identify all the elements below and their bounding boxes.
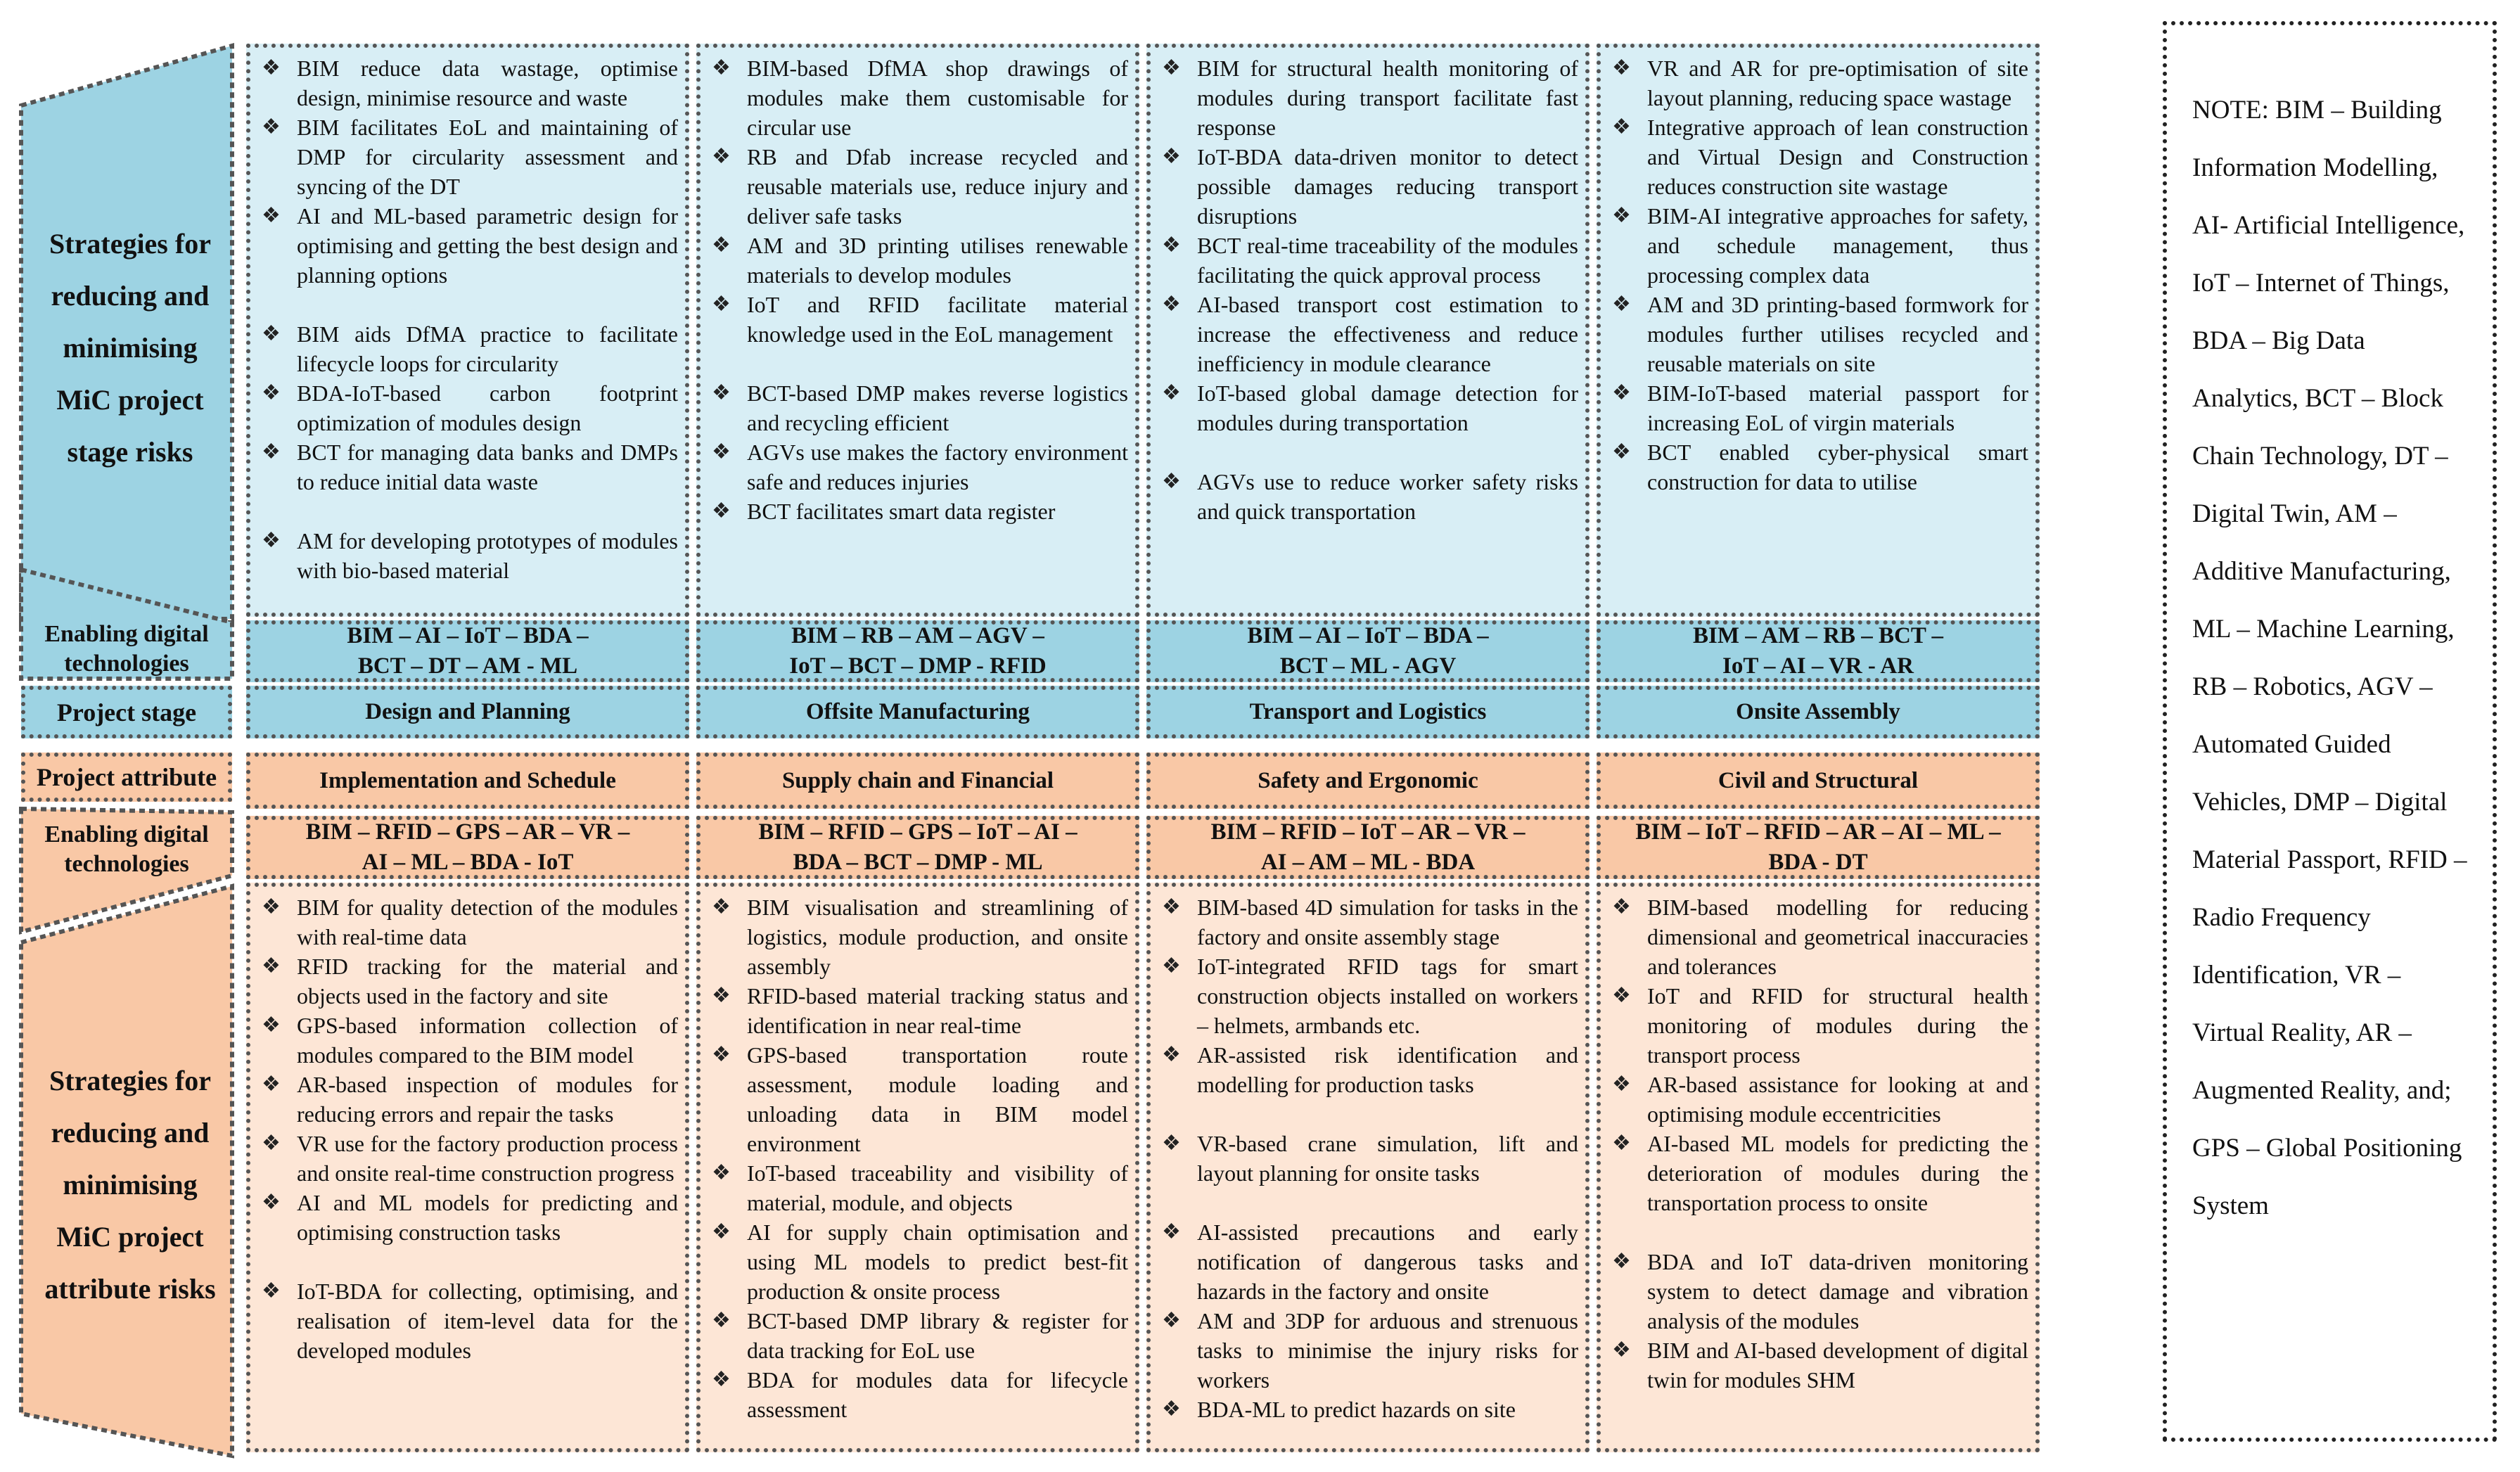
attribute-technologies-cell: [1146, 816, 1590, 879]
list-item-text: RFID-based material tracking status and identification in near real-time: [747, 983, 1128, 1038]
attribute-strategies-list: [259, 892, 678, 1365]
list-item-text: AR-assisted risk identification and modelling for production tasks: [1197, 1042, 1578, 1097]
diamond-bullet-icon: ❖: [1612, 1250, 1631, 1273]
list-item: [1609, 290, 2028, 378]
list-item: [709, 1217, 1128, 1306]
diamond-bullet-icon: ❖: [262, 56, 281, 79]
list-item-text: IoT and RFID for structural health monitoring of modules during the transport process: [1647, 983, 2028, 1068]
diamond-bullet-icon: ❖: [1162, 293, 1181, 316]
list-item: [1609, 892, 2028, 981]
project-attribute-label: Project attribute: [21, 753, 232, 802]
stage-strategies-list: [1609, 53, 2028, 497]
list-item: [1609, 1247, 2028, 1336]
technologies-line: BIM – AI – IoT – BDA –: [347, 623, 589, 648]
attribute-name-cell: Civil and Structural: [1597, 753, 2040, 809]
list-item: [1159, 952, 1578, 1040]
list-item: [259, 952, 678, 1011]
list-item: [259, 113, 678, 201]
list-item-text: Integrative approach of lean construction and Virtual Design and Construction reduces construction site wastage: [1647, 115, 2028, 199]
list-item-text: AI and ML-based parametric design for optimising and getting the best design and planning options: [297, 203, 678, 288]
list-item: [709, 231, 1128, 290]
list-item-text: BCT real-time traceability of the modules facilitating the quick approval process: [1197, 233, 1578, 288]
list-item-text: AM and 3DP for arduous and strenuous tasks to minimise the injury risks for workers: [1197, 1308, 1578, 1393]
list-item: [1159, 467, 1578, 526]
stage-enabling-label-line: technologies: [64, 650, 189, 677]
stage-strategies-cell: [696, 44, 1139, 617]
diamond-bullet-icon: ❖: [712, 145, 731, 168]
diamond-bullet-icon: ❖: [1612, 115, 1631, 139]
list-item-text: AI for supply chain optimisation and using ML models to predict best-fit production & onsite process: [747, 1220, 1128, 1304]
attribute-technologies-cell: [1597, 816, 2040, 879]
diamond-bullet-icon: ❖: [1162, 954, 1181, 978]
list-item-text: BIM-IoT-based material passport for increasing EoL of virgin materials: [1647, 380, 2028, 435]
list-item: [1609, 378, 2028, 437]
attribute-strategies-cell: [696, 883, 1139, 1452]
list-item-text: IoT and RFID facilitate material knowledge used in the EoL management: [747, 292, 1128, 347]
list-item: [1159, 892, 1578, 952]
technologies-line: BIM – AM – RB – BCT –: [1692, 623, 1943, 648]
list-item-text: BIM-based 4D simulation for tasks in the factory and onsite assembly stage: [1197, 895, 1578, 949]
list-item: [709, 981, 1128, 1040]
diamond-bullet-icon: ❖: [712, 499, 731, 523]
list-item-text: IoT-BDA data-driven monitor to detect possible damages reducing transport disruptions: [1197, 144, 1578, 229]
list-item: [259, 1276, 678, 1365]
list-item-text: VR-based crane simulation, lift and layout planning for onsite tasks: [1197, 1131, 1578, 1186]
list-item-text: BCT-based DMP library & register for data tracking for EoL use: [747, 1308, 1128, 1363]
stage-strategies-cell: [246, 44, 689, 617]
list-item-text: BIM aids DfMA practice to facilitate lifecycle loops for circularity: [297, 321, 678, 376]
diamond-bullet-icon: ❖: [262, 1073, 281, 1096]
list-item: [1609, 201, 2028, 290]
stage-strategies-list: [259, 53, 678, 585]
list-item: [259, 526, 678, 585]
abbreviation-note-text: NOTE: BIM – Building Information Modelling, AI- Artificial Intelligence, IoT – Internet of Things, BDA – Big Data Analytics, BCT – Block Chain Technology, DT – Digital Twin, AM – Additive Manufacturing, ML – Machine Learning, RB – Robotics, AGV – Automated Guided Vehicles, DMP – Digital Material Passport, RFID – Radio Frequency Identification, VR – Virtual Reality, AR – Augmented Reality, and; GPS – Global Positioning System: [2192, 96, 2467, 1220]
attribute-strategies-list: [709, 892, 1128, 1424]
diamond-bullet-icon: ❖: [712, 1161, 731, 1184]
list-item: [1159, 1395, 1578, 1424]
list-item-text: BIM facilitates EoL and maintaining of DMP for circularity assessment and syncing of the DT: [297, 115, 678, 199]
list-item: [1609, 437, 2028, 497]
list-item-text: GPS-based information collection of modules compared to the BIM model: [297, 1013, 678, 1068]
attribute-enabling-label-line: Enabling digital: [44, 821, 209, 847]
list-item: [1609, 1129, 2028, 1217]
list-item-text: BIM-based DfMA shop drawings of modules make them customisable for circular use: [747, 56, 1128, 140]
list-item-text: IoT-integrated RFID tags for smart construction objects installed on workers – helmets, armbands etc.: [1197, 954, 1578, 1038]
technologies-line: BIM – RFID – IoT – AR – VR –: [1210, 819, 1526, 845]
stage-enabling-label: [21, 619, 232, 679]
list-item-text: BIM for quality detection of the modules with real-time data: [297, 895, 678, 949]
stage-strategies-label-line: minimising: [63, 332, 198, 364]
list-item: [259, 437, 678, 497]
diamond-bullet-icon: ❖: [1612, 1338, 1631, 1362]
attribute-strategies-label: [28, 1055, 232, 1315]
list-item-text: IoT-based global damage detection for modules during transportation: [1197, 380, 1578, 435]
technologies-line: BIM – IoT – RFID – AR – AI – ML –: [1635, 819, 2001, 845]
diamond-bullet-icon: ❖: [1612, 440, 1631, 463]
project-stage-label: Project stage: [21, 686, 232, 738]
stage-strategies-label: [28, 218, 232, 478]
list-item-text: IoT-based traceability and visibility of material, module, and objects: [747, 1160, 1128, 1215]
list-item: [259, 1011, 678, 1070]
list-item-text: BIM for structural health monitoring of modules during transport facilitate fast response: [1197, 56, 1578, 140]
abbreviation-note: [2163, 21, 2497, 1442]
technologies-line: IoT – BCT – DMP - RFID: [789, 653, 1047, 679]
list-item-text: BIM and AI-based development of digital twin for modules SHM: [1647, 1338, 2028, 1393]
list-item-text: AI-assisted precautions and early notification of dangerous tasks and hazards in the factory and onsite: [1197, 1220, 1578, 1304]
diamond-bullet-icon: ❖: [712, 984, 731, 1007]
diamond-bullet-icon: ❖: [712, 381, 731, 404]
stage-technologies-cell: [246, 620, 689, 682]
attribute-strategies-label-line: attribute risks: [44, 1273, 216, 1305]
list-item: [709, 53, 1128, 142]
list-item-text: RFID tracking for the material and objects used in the factory and site: [297, 954, 678, 1009]
list-item: [1609, 113, 2028, 201]
diamond-bullet-icon: ❖: [712, 293, 731, 316]
list-item-text: AI-based transport cost estimation to increase the effectiveness and reduce inefficiency in module clearance: [1197, 292, 1578, 376]
technologies-line: BIM – AI – IoT – BDA –: [1247, 623, 1489, 648]
list-item-text: AR-based assistance for looking at and optimising module eccentricities: [1647, 1072, 2028, 1127]
list-item-text: BCT enabled cyber-physical smart construction for data to utilise: [1647, 440, 2028, 494]
technologies-line: BIM – RFID – GPS – AR – VR –: [305, 819, 630, 845]
stage-name-cell: Design and Planning: [246, 686, 689, 738]
list-item-text: BCT for managing data banks and DMPs to reduce initial data waste: [297, 440, 678, 494]
attribute-strategies-list: [1159, 892, 1578, 1424]
list-item: [1609, 981, 2028, 1070]
diamond-bullet-icon: ❖: [262, 954, 281, 978]
diamond-bullet-icon: ❖: [262, 895, 281, 919]
diamond-bullet-icon: ❖: [262, 1191, 281, 1214]
list-item: [1159, 1129, 1578, 1188]
diamond-bullet-icon: ❖: [1612, 293, 1631, 316]
list-item: [259, 1129, 678, 1188]
list-item: [709, 378, 1128, 437]
attribute-enabling-label: [21, 816, 232, 883]
list-item-text: BDA and IoT data-driven monitoring system to detect damage and vibration analysis of the modules: [1647, 1249, 2028, 1333]
stage-name-cell: Offsite Manufacturing: [696, 686, 1139, 738]
diamond-bullet-icon: ❖: [712, 1309, 731, 1332]
diamond-bullet-icon: ❖: [262, 322, 281, 345]
diamond-bullet-icon: ❖: [712, 233, 731, 257]
list-item-text: BDA for modules data for lifecycle assessment: [747, 1367, 1128, 1422]
diamond-bullet-icon: ❖: [712, 56, 731, 79]
diamond-bullet-icon: ❖: [1162, 1043, 1181, 1066]
list-item: [709, 1365, 1128, 1424]
list-item: [259, 319, 678, 378]
list-item: [709, 497, 1128, 526]
diamond-bullet-icon: ❖: [1612, 1073, 1631, 1096]
list-item: [709, 892, 1128, 981]
list-item: [1159, 378, 1578, 437]
list-item-text: RB and Dfab increase recycled and reusable materials use, reduce injury and deliver safe tasks: [747, 144, 1128, 229]
stage-enabling-label-line: Enabling digital: [44, 620, 209, 647]
attribute-strategies-cell: [1146, 883, 1590, 1452]
list-item: [1609, 53, 2028, 113]
attribute-strategies-list: [1609, 892, 2028, 1395]
diamond-bullet-icon: ❖: [1162, 145, 1181, 168]
list-item: [1159, 231, 1578, 290]
list-item-text: BIM-AI integrative approaches for safety, and schedule management, thus processing complex data: [1647, 203, 2028, 288]
diamond-bullet-icon: ❖: [262, 115, 281, 139]
stage-name-cell: Onsite Assembly: [1597, 686, 2040, 738]
list-item: [1609, 1336, 2028, 1395]
attribute-strategies-cell: [1597, 883, 2040, 1452]
list-item-text: BIM visualisation and streamlining of logistics, module production, and onsite assembly: [747, 895, 1128, 979]
diamond-bullet-icon: ❖: [1162, 1220, 1181, 1243]
diamond-bullet-icon: ❖: [1162, 1132, 1181, 1155]
list-item: [259, 378, 678, 437]
list-item: [709, 437, 1128, 497]
attribute-enabling-label-line: technologies: [64, 850, 189, 877]
list-item: [259, 1070, 678, 1129]
technologies-line: BIM – RFID – GPS – IoT – AI –: [758, 819, 1077, 845]
diamond-bullet-icon: ❖: [262, 440, 281, 463]
diamond-bullet-icon: ❖: [712, 440, 731, 463]
list-item-text: AGVs use makes the factory environment safe and reduces injuries: [747, 440, 1128, 494]
attribute-strategies-label-line: reducing and: [51, 1117, 210, 1148]
diamond-bullet-icon: ❖: [262, 1279, 281, 1303]
attribute-strategies-label-line: MiC project: [56, 1221, 204, 1253]
diamond-bullet-icon: ❖: [1612, 1132, 1631, 1155]
technologies-line: BCT – ML - AGV: [1279, 653, 1457, 679]
list-item-text: BIM-based modelling for reducing dimensional and geometrical inaccuracies and tolerances: [1647, 895, 2028, 979]
list-item: [709, 290, 1128, 349]
list-item-text: VR use for the factory production process and onsite real-time construction progress: [297, 1131, 678, 1186]
list-item-text: VR and AR for pre-optimisation of site layout planning, reducing space wastage: [1647, 56, 2028, 110]
diamond-bullet-icon: ❖: [1612, 204, 1631, 227]
list-item: [709, 142, 1128, 231]
list-item: [709, 1040, 1128, 1158]
technologies-line: IoT – AI – VR - AR: [1722, 653, 1914, 679]
stage-strategies-cell: [1146, 44, 1590, 617]
list-item-text: BDA-ML to predict hazards on site: [1197, 1397, 1516, 1422]
list-item-text: BCT-based DMP makes reverse logistics and recycling efficient: [747, 380, 1128, 435]
attribute-technologies-cell: [246, 816, 689, 879]
technologies-line: BDA – BCT – DMP - ML: [793, 850, 1043, 875]
list-item-text: BDA-IoT-based carbon footprint optimization of modules design: [297, 380, 678, 435]
stage-strategies-list: [1159, 53, 1578, 526]
list-item: [1159, 1306, 1578, 1395]
list-item-text: AR-based inspection of modules for reducing errors and repair the tasks: [297, 1072, 678, 1127]
diamond-bullet-icon: ❖: [712, 1368, 731, 1391]
diamond-bullet-icon: ❖: [1162, 1397, 1181, 1421]
list-item: [259, 892, 678, 952]
stage-strategies-label-line: Strategies for: [49, 228, 211, 260]
stage-strategies-label-line: stage risks: [67, 436, 193, 468]
list-item-text: GPS-based transportation route assessment, module loading and unloading data in BIM model environment: [747, 1042, 1128, 1156]
list-item: [1159, 142, 1578, 231]
diamond-bullet-icon: ❖: [712, 895, 731, 919]
attribute-name-cell: Supply chain and Financial: [696, 753, 1139, 809]
diamond-bullet-icon: ❖: [262, 1013, 281, 1037]
technologies-line: BDA - DT: [1768, 850, 1868, 875]
list-item-text: AM for developing prototypes of modules with bio-based material: [297, 528, 678, 583]
list-item-text: AM and 3D printing utilises renewable materials to develop modules: [747, 233, 1128, 288]
stage-name-cell: Transport and Logistics: [1146, 686, 1590, 738]
list-item-text: AI-based ML models for predicting the deterioration of modules during the transportation process to onsite: [1647, 1131, 2028, 1215]
diamond-bullet-icon: ❖: [1162, 233, 1181, 257]
attribute-strategies-cell: [246, 883, 689, 1452]
diamond-bullet-icon: ❖: [1162, 1309, 1181, 1332]
list-item: [259, 53, 678, 113]
list-item: [1159, 1040, 1578, 1099]
technologies-line: AI – ML – BDA - IoT: [362, 850, 574, 875]
technologies-line: BIM – RB – AM – AGV –: [791, 623, 1044, 648]
diamond-bullet-icon: ❖: [1162, 381, 1181, 404]
attribute-strategies-label-line: Strategies for: [49, 1065, 211, 1096]
stage-technologies-cell: [1597, 620, 2040, 682]
list-item-text: BCT facilitates smart data register: [747, 499, 1056, 524]
diamond-bullet-icon: ❖: [712, 1220, 731, 1243]
attribute-name-cell: Implementation and Schedule: [246, 753, 689, 809]
list-item: [709, 1158, 1128, 1217]
diamond-bullet-icon: ❖: [262, 381, 281, 404]
list-item: [1159, 53, 1578, 142]
technologies-line: BCT – DT – AM - ML: [357, 653, 578, 679]
list-item-text: IoT-BDA for collecting, optimising, and realisation of item-level data for the developed modules: [297, 1279, 678, 1363]
list-item: [1159, 290, 1578, 378]
diamond-bullet-icon: ❖: [712, 1043, 731, 1066]
attribute-technologies-cell: [696, 816, 1139, 879]
list-item-text: AI and ML models for predicting and optimising construction tasks: [297, 1190, 678, 1245]
stage-technologies-cell: [1146, 620, 1590, 682]
diamond-bullet-icon: ❖: [1612, 381, 1631, 404]
diamond-bullet-icon: ❖: [1612, 895, 1631, 919]
list-item: [259, 1188, 678, 1247]
diamond-bullet-icon: ❖: [262, 529, 281, 552]
stage-strategies-cell: [1597, 44, 2040, 617]
stage-strategies-label-line: MiC project: [56, 384, 204, 416]
list-item-text: AM and 3D printing-based formwork for modules further utilises recycled and reusable materials on site: [1647, 292, 2028, 376]
stage-strategies-label-line: reducing and: [51, 280, 210, 312]
diamond-bullet-icon: ❖: [1162, 56, 1181, 79]
stage-strategies-list: [709, 53, 1128, 526]
list-item: [709, 1306, 1128, 1365]
diamond-bullet-icon: ❖: [262, 204, 281, 227]
diamond-bullet-icon: ❖: [1162, 895, 1181, 919]
attribute-strategies-label-line: minimising: [63, 1169, 198, 1201]
list-item: [1609, 1070, 2028, 1129]
list-item: [1159, 1217, 1578, 1306]
diamond-bullet-icon: ❖: [1162, 470, 1181, 493]
stage-technologies-cell: [696, 620, 1139, 682]
list-item: [259, 201, 678, 290]
diamond-bullet-icon: ❖: [1612, 56, 1631, 79]
diamond-bullet-icon: ❖: [1612, 984, 1631, 1007]
list-item-text: AGVs use to reduce worker safety risks and quick transportation: [1197, 469, 1578, 524]
attribute-name-cell: Safety and Ergonomic: [1146, 753, 1590, 809]
diamond-bullet-icon: ❖: [262, 1132, 281, 1155]
list-item-text: BIM reduce data wastage, optimise design, minimise resource and waste: [297, 56, 678, 110]
technologies-line: AI – AM – ML - BDA: [1260, 850, 1476, 875]
